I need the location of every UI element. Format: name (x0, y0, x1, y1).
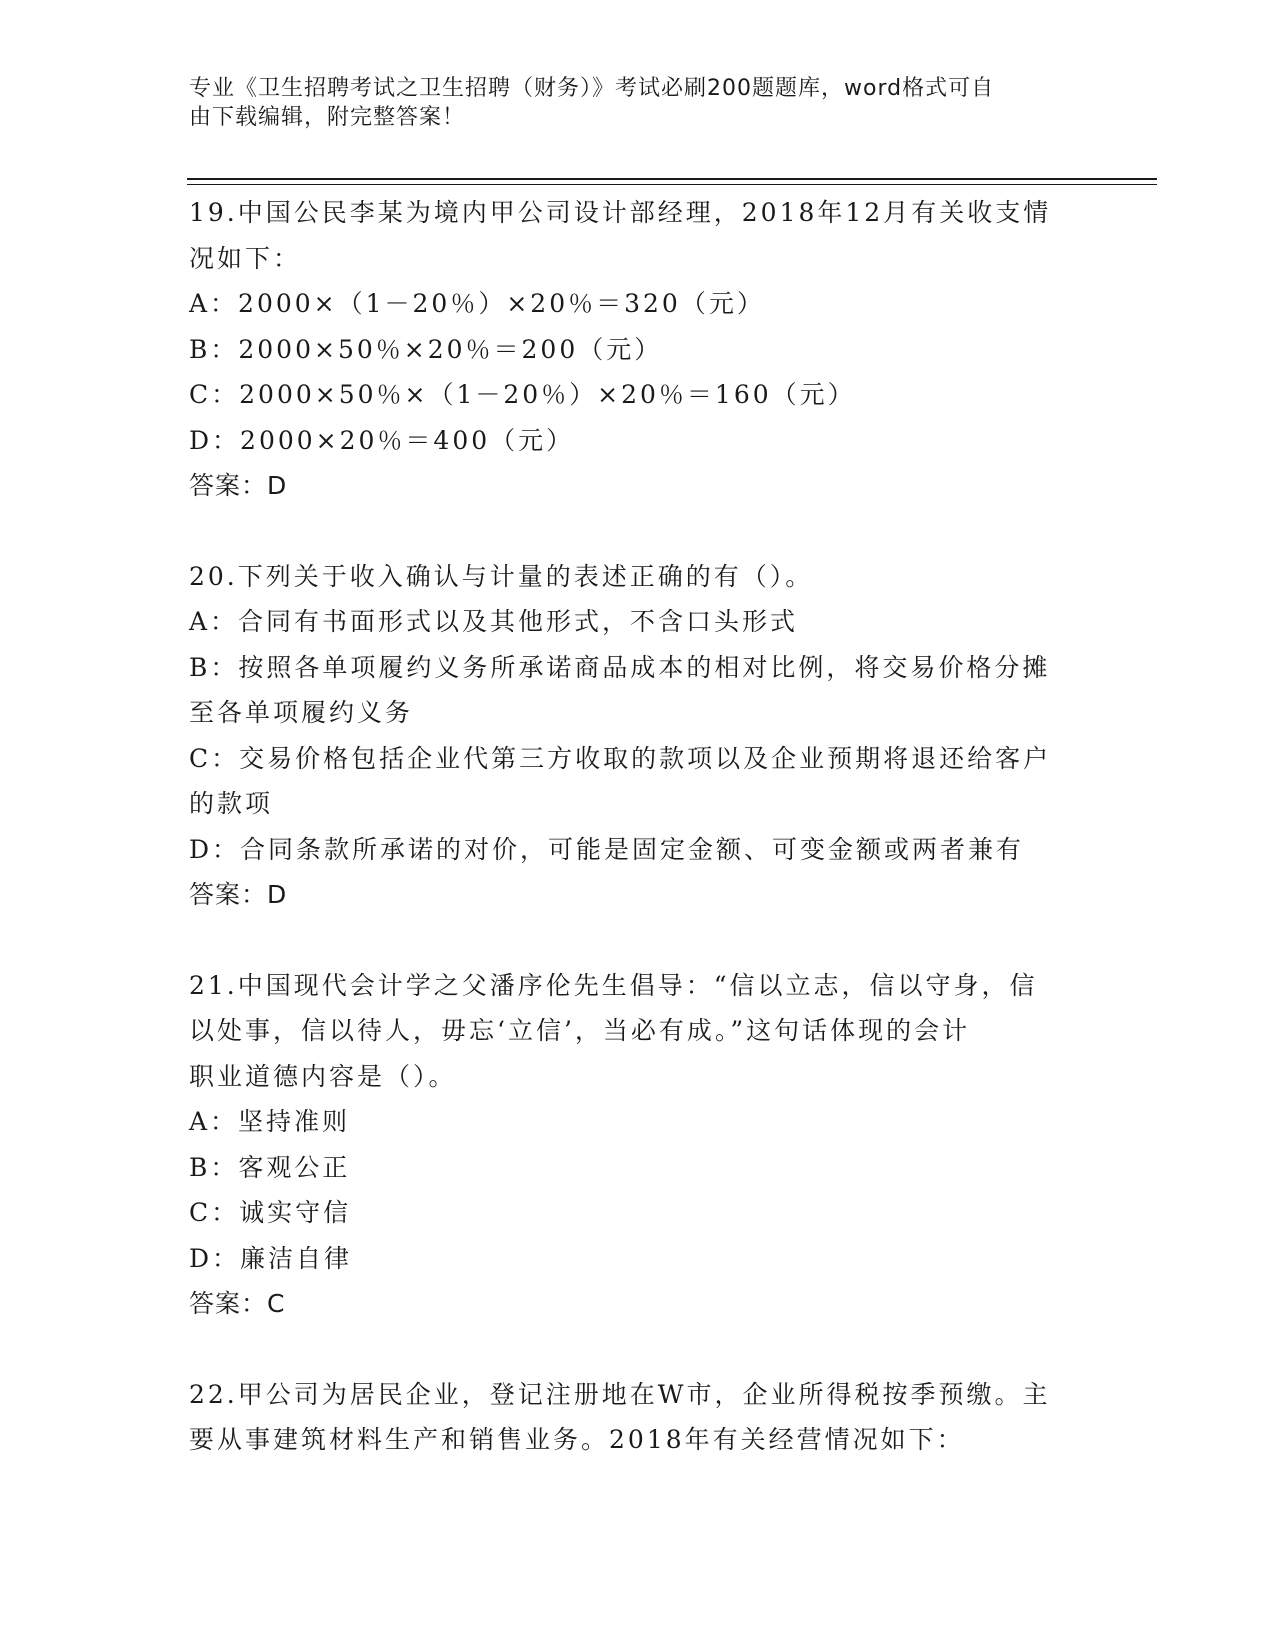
question-stem-line: 职业道德内容是（）。 (189, 1061, 457, 1091)
question-stem-line: 19.中国公民李某为境内甲公司设计部经理，2018年12月有关收支情 (189, 198, 1052, 227)
answer-option (189, 1190, 1089, 1236)
option-line: A：2000×（1－20％）×20％＝320（元） (189, 289, 765, 318)
answer-option (189, 327, 1089, 373)
header-divider-thin (187, 184, 1157, 185)
option-line: A：坚持准则 (189, 1107, 351, 1136)
answer-option (189, 736, 1089, 827)
question-stem-line: 21.中国现代会计学之父潘序伦先生倡导：“信以立志，信以守身，信 (189, 970, 1038, 1000)
header-line: 由下载编辑，附完整答案！ (189, 105, 466, 130)
question-list (189, 190, 1089, 1508)
option-line: B：客观公正 (189, 1152, 351, 1182)
answer-option (189, 827, 1089, 873)
option-line: D：合同条款所承诺的对价，可能是固定金额、可变金额或两者兼有 (189, 834, 1025, 864)
answer-key: 答案：D (189, 471, 288, 500)
option-line: D：2000×20％＝400（元） (189, 425, 575, 455)
option-line: B：按照各单项履约义务所承诺商品成本的相对比例，将交易价格分摊 (189, 652, 1051, 682)
answer-option (189, 1236, 1089, 1282)
question-stem-line: 要从事建筑材料生产和销售业务。2018年有关经营情况如下： (189, 1425, 965, 1454)
question-stem-line: 20.下列关于收入确认与计量的表述正确的有（）。 (189, 561, 814, 591)
answer-option (189, 645, 1089, 736)
option-line: C：2000×50％×（1－20％）×20％＝160（元） (189, 380, 856, 409)
question-3 (189, 963, 1089, 1327)
answer-option (189, 418, 1089, 464)
question-4 (189, 1372, 1089, 1463)
answer-option (189, 1145, 1089, 1191)
answer-key: 答案：D (189, 880, 288, 909)
question-2 (189, 554, 1089, 918)
answer-option (189, 1099, 1089, 1145)
option-line: C：交易价格包括企业代第三方收取的款项以及企业预期将退还给客户 (189, 743, 1052, 773)
option-line: D：廉洁自律 (189, 1243, 353, 1273)
option-line: C：诚实守信 (189, 1198, 352, 1227)
question-1 (189, 190, 1089, 509)
header-line: 专业《卫生招聘考试之卫生招聘（财务）》考试必刷200题题库，word格式可自 (189, 76, 995, 101)
answer-key: 答案：C (189, 1289, 286, 1318)
option-line: 的款项 (189, 789, 274, 818)
answer-option (189, 372, 1089, 418)
option-line: A：合同有书面形式以及其他形式，不含口头形式 (189, 607, 799, 636)
header-divider-thick (187, 178, 1157, 180)
answer-option (189, 599, 1089, 645)
question-stem-line: 况如下： (189, 243, 302, 273)
question-stem-line: 22.甲公司为居民企业，登记注册地在W市，企业所得税按季预缴。主 (189, 1379, 1051, 1409)
document-header (189, 74, 1069, 132)
option-line: 至各单项履约义务 (189, 698, 414, 727)
option-line: B：2000×50％×20％＝200（元） (189, 334, 663, 364)
answer-option (189, 281, 1089, 327)
question-stem-line: 以处事，信以待人，毋忘‘立信’，当必有成。”这句话体现的会计 (189, 1016, 971, 1045)
